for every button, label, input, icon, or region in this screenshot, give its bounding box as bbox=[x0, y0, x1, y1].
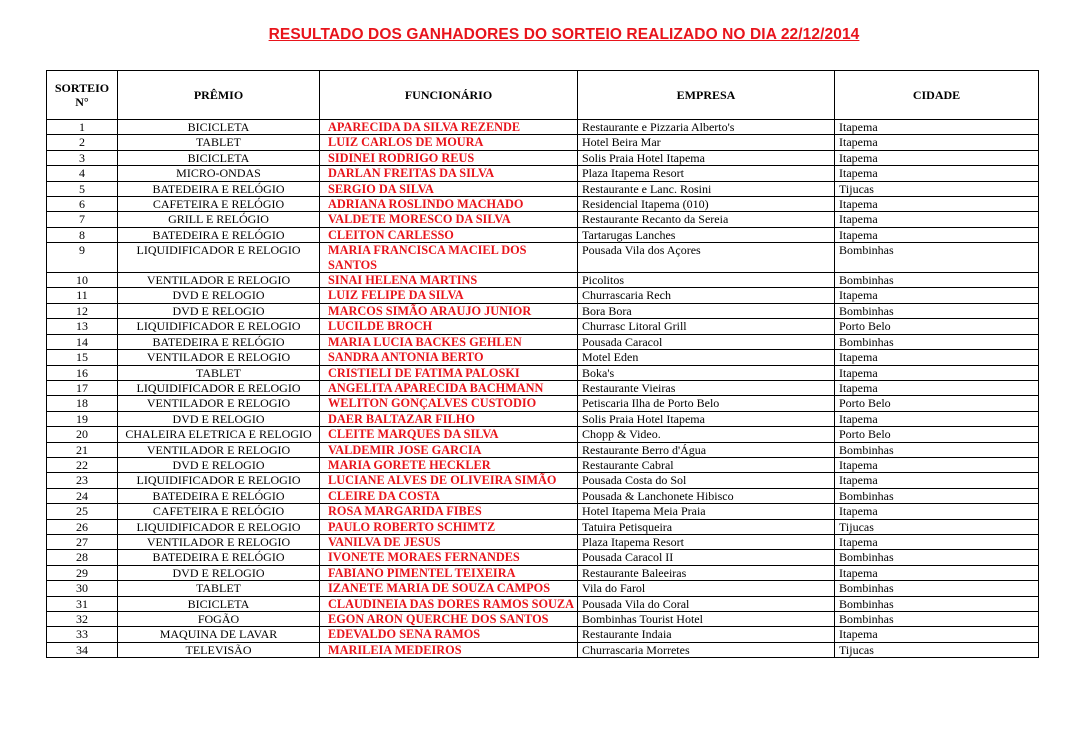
table-row bbox=[47, 380, 1039, 395]
cell-funcionario: LUCILDE BROCH bbox=[320, 319, 578, 334]
table-row bbox=[47, 550, 1039, 565]
cell-premio: VENTILADOR E RELOGIO bbox=[118, 350, 320, 365]
table-row bbox=[47, 350, 1039, 365]
cell-premio: CAFETEIRA E RELÓGIO bbox=[118, 197, 320, 212]
cell-empresa: Pousada Caracol bbox=[578, 334, 835, 349]
cell-empresa: Restaurante Baleeiras bbox=[578, 565, 835, 580]
cell-sorteio: 12 bbox=[47, 303, 118, 318]
cell-empresa: Solis Praia Hotel Itapema bbox=[578, 411, 835, 426]
cell-sorteio: 2 bbox=[47, 135, 118, 150]
cell-empresa: Pousada Costa do Sol bbox=[578, 473, 835, 488]
cell-funcionario: ANGELITA APARECIDA BACHMANN bbox=[320, 380, 578, 395]
cell-cidade: Itapema bbox=[835, 411, 1039, 426]
cell-sorteio: 17 bbox=[47, 380, 118, 395]
cell-cidade: Itapema bbox=[835, 365, 1039, 380]
cell-cidade: Bombinhas bbox=[835, 273, 1039, 288]
cell-empresa: Picolitos bbox=[578, 273, 835, 288]
cell-empresa: Hotel Beira Mar bbox=[578, 135, 835, 150]
table-row bbox=[47, 504, 1039, 519]
cell-premio: LIQUIDIFICADOR E RELOGIO bbox=[118, 519, 320, 534]
cell-cidade: Bombinhas bbox=[835, 334, 1039, 349]
cell-funcionario: VALDEMIR JOSE GARCIA bbox=[320, 442, 578, 457]
cell-empresa: Pousada Vila dos Açores bbox=[578, 243, 835, 273]
cell-funcionario: DARLAN FREITAS DA SILVA bbox=[320, 166, 578, 181]
table-row bbox=[47, 565, 1039, 580]
cell-cidade: Itapema bbox=[835, 380, 1039, 395]
cell-sorteio: 3 bbox=[47, 150, 118, 165]
cell-cidade: Itapema bbox=[835, 120, 1039, 135]
cell-cidade: Bombinhas bbox=[835, 612, 1039, 627]
cell-empresa: Plaza Itapema Resort bbox=[578, 534, 835, 549]
cell-sorteio: 1 bbox=[47, 120, 118, 135]
cell-premio: BICICLETA bbox=[118, 596, 320, 611]
cell-funcionario: LUCIANE ALVES DE OLIVEIRA SIMÃO bbox=[320, 473, 578, 488]
cell-cidade: Bombinhas bbox=[835, 596, 1039, 611]
table-row bbox=[47, 212, 1039, 227]
table-header-row bbox=[47, 71, 1039, 120]
cell-cidade: Tijucas bbox=[835, 642, 1039, 657]
table-row bbox=[47, 181, 1039, 196]
cell-sorteio: 9 bbox=[47, 243, 118, 273]
cell-premio: DVD E RELOGIO bbox=[118, 411, 320, 426]
cell-premio: VENTILADOR E RELOGIO bbox=[118, 273, 320, 288]
table-row bbox=[47, 288, 1039, 303]
cell-premio: LIQUIDIFICADOR E RELOGIO bbox=[118, 243, 320, 273]
table-row bbox=[47, 396, 1039, 411]
cell-premio: DVD E RELOGIO bbox=[118, 288, 320, 303]
cell-sorteio: 28 bbox=[47, 550, 118, 565]
cell-premio: VENTILADOR E RELOGIO bbox=[118, 534, 320, 549]
cell-premio: CAFETEIRA E RELÓGIO bbox=[118, 504, 320, 519]
cell-funcionario: MARIA LUCIA BACKES GEHLEN bbox=[320, 334, 578, 349]
cell-empresa: Restaurante Recanto da Sereia bbox=[578, 212, 835, 227]
table-row bbox=[47, 243, 1039, 273]
cell-cidade: Itapema bbox=[835, 288, 1039, 303]
cell-empresa: Restaurante Vieiras bbox=[578, 380, 835, 395]
cell-sorteio: 6 bbox=[47, 197, 118, 212]
cell-empresa: Restaurante e Lanc. Rosini bbox=[578, 181, 835, 196]
header-premio: PRÊMIO bbox=[118, 71, 320, 120]
cell-sorteio: 23 bbox=[47, 473, 118, 488]
cell-sorteio: 30 bbox=[47, 581, 118, 596]
cell-empresa: Restaurante Indaia bbox=[578, 627, 835, 642]
cell-cidade: Itapema bbox=[835, 457, 1039, 472]
cell-premio: MICRO-ONDAS bbox=[118, 166, 320, 181]
cell-sorteio: 29 bbox=[47, 565, 118, 580]
cell-sorteio: 10 bbox=[47, 273, 118, 288]
cell-premio: DVD E RELOGIO bbox=[118, 457, 320, 472]
cell-sorteio: 24 bbox=[47, 488, 118, 503]
cell-sorteio: 19 bbox=[47, 411, 118, 426]
cell-premio: BICICLETA bbox=[118, 120, 320, 135]
table-row bbox=[47, 273, 1039, 288]
cell-cidade: Bombinhas bbox=[835, 442, 1039, 457]
cell-empresa: Churrascaria Rech bbox=[578, 288, 835, 303]
cell-sorteio: 13 bbox=[47, 319, 118, 334]
cell-funcionario: DAER BALTAZAR FILHO bbox=[320, 411, 578, 426]
cell-cidade: Bombinhas bbox=[835, 243, 1039, 273]
cell-funcionario: MARCOS SIMÃO ARAUJO JUNIOR bbox=[320, 303, 578, 318]
cell-cidade: Itapema bbox=[835, 197, 1039, 212]
cell-sorteio: 16 bbox=[47, 365, 118, 380]
cell-sorteio: 15 bbox=[47, 350, 118, 365]
table-row bbox=[47, 488, 1039, 503]
table-row bbox=[47, 120, 1039, 135]
cell-empresa: Restaurante Cabral bbox=[578, 457, 835, 472]
header-sorteio: SORTEIO N° bbox=[47, 71, 118, 120]
cell-premio: BATEDEIRA E RELÓGIO bbox=[118, 550, 320, 565]
header-empresa: EMPRESA bbox=[578, 71, 835, 120]
cell-premio: DVD E RELOGIO bbox=[118, 303, 320, 318]
cell-premio: LIQUIDIFICADOR E RELOGIO bbox=[118, 319, 320, 334]
cell-premio: MAQUINA DE LAVAR bbox=[118, 627, 320, 642]
cell-premio: TABLET bbox=[118, 365, 320, 380]
table-row bbox=[47, 627, 1039, 642]
cell-cidade: Bombinhas bbox=[835, 550, 1039, 565]
cell-funcionario: LUIZ CARLOS DE MOURA bbox=[320, 135, 578, 150]
cell-cidade: Porto Belo bbox=[835, 319, 1039, 334]
table-row bbox=[47, 642, 1039, 657]
table-row bbox=[47, 534, 1039, 549]
table-row bbox=[47, 411, 1039, 426]
cell-cidade: Tijucas bbox=[835, 519, 1039, 534]
cell-premio: TABLET bbox=[118, 135, 320, 150]
cell-sorteio: 25 bbox=[47, 504, 118, 519]
cell-empresa: Plaza Itapema Resort bbox=[578, 166, 835, 181]
cell-sorteio: 20 bbox=[47, 427, 118, 442]
cell-funcionario: CLEITE MARQUES DA SILVA bbox=[320, 427, 578, 442]
cell-cidade: Itapema bbox=[835, 627, 1039, 642]
cell-cidade: Itapema bbox=[835, 135, 1039, 150]
cell-sorteio: 32 bbox=[47, 612, 118, 627]
cell-funcionario: LUIZ FELIPE DA SILVA bbox=[320, 288, 578, 303]
cell-premio: DVD E RELOGIO bbox=[118, 565, 320, 580]
cell-empresa: Boka's bbox=[578, 365, 835, 380]
cell-cidade: Itapema bbox=[835, 166, 1039, 181]
winners-table bbox=[46, 70, 1039, 658]
cell-funcionario: CLEIRE DA COSTA bbox=[320, 488, 578, 503]
cell-funcionario: WELITON GONÇALVES CUSTODIO bbox=[320, 396, 578, 411]
cell-sorteio: 14 bbox=[47, 334, 118, 349]
cell-empresa: Bora Bora bbox=[578, 303, 835, 318]
cell-cidade: Porto Belo bbox=[835, 427, 1039, 442]
cell-empresa: Petiscaria Ilha de Porto Belo bbox=[578, 396, 835, 411]
cell-premio: VENTILADOR E RELOGIO bbox=[118, 396, 320, 411]
cell-funcionario: EGON ARON QUERCHE DOS SANTOS bbox=[320, 612, 578, 627]
cell-sorteio: 7 bbox=[47, 212, 118, 227]
cell-funcionario: MARIA FRANCISCA MACIEL DOS SANTOS bbox=[320, 243, 578, 273]
cell-sorteio: 21 bbox=[47, 442, 118, 457]
cell-funcionario: MARILEIA MEDEIROS bbox=[320, 642, 578, 657]
cell-empresa: Churrascaria Morretes bbox=[578, 642, 835, 657]
cell-funcionario: VANILVA DE JESUS bbox=[320, 534, 578, 549]
cell-empresa: Hotel Itapema Meia Praia bbox=[578, 504, 835, 519]
cell-cidade: Itapema bbox=[835, 534, 1039, 549]
cell-empresa: Tartarugas Lanches bbox=[578, 227, 835, 242]
cell-cidade: Itapema bbox=[835, 350, 1039, 365]
cell-sorteio: 31 bbox=[47, 596, 118, 611]
page-title: RESULTADO DOS GANHADORES DO SORTEIO REALIZADO NO DIA 22/12/2014 bbox=[268, 26, 860, 43]
cell-sorteio: 34 bbox=[47, 642, 118, 657]
cell-sorteio: 11 bbox=[47, 288, 118, 303]
cell-premio: FOGÃO bbox=[118, 612, 320, 627]
table-row bbox=[47, 612, 1039, 627]
cell-empresa: Restaurante e Pizzaria Alberto's bbox=[578, 120, 835, 135]
cell-cidade: Porto Belo bbox=[835, 396, 1039, 411]
cell-premio: VENTILADOR E RELOGIO bbox=[118, 442, 320, 457]
table-row bbox=[47, 319, 1039, 334]
cell-funcionario: APARECIDA DA SILVA REZENDE bbox=[320, 120, 578, 135]
table-row bbox=[47, 365, 1039, 380]
cell-funcionario: VALDETE MORESCO DA SILVA bbox=[320, 212, 578, 227]
cell-sorteio: 27 bbox=[47, 534, 118, 549]
cell-empresa: Vila do Farol bbox=[578, 581, 835, 596]
table-row bbox=[47, 197, 1039, 212]
cell-premio: CHALEIRA ELETRICA E RELOGIO bbox=[118, 427, 320, 442]
header-cidade: CIDADE bbox=[835, 71, 1039, 120]
cell-cidade: Itapema bbox=[835, 212, 1039, 227]
cell-cidade: Itapema bbox=[835, 565, 1039, 580]
cell-premio: BATEDEIRA E RELÓGIO bbox=[118, 181, 320, 196]
cell-empresa: Pousada Vila do Coral bbox=[578, 596, 835, 611]
table-row bbox=[47, 334, 1039, 349]
cell-funcionario: ADRIANA ROSLINDO MACHADO bbox=[320, 197, 578, 212]
cell-premio: TELEVISÃO bbox=[118, 642, 320, 657]
cell-empresa: Chopp & Video. bbox=[578, 427, 835, 442]
cell-empresa: Residencial Itapema (010) bbox=[578, 197, 835, 212]
cell-funcionario: SERGIO DA SILVA bbox=[320, 181, 578, 196]
cell-funcionario: CLAUDINEIA DAS DORES RAMOS SOUZA bbox=[320, 596, 578, 611]
table-row bbox=[47, 442, 1039, 457]
cell-sorteio: 22 bbox=[47, 457, 118, 472]
cell-premio: BICICLETA bbox=[118, 150, 320, 165]
table-row bbox=[47, 457, 1039, 472]
cell-funcionario: SIDINEI RODRIGO REUS bbox=[320, 150, 578, 165]
cell-empresa: Pousada & Lanchonete Hibisco bbox=[578, 488, 835, 503]
table-row bbox=[47, 519, 1039, 534]
cell-premio: GRILL E RELÓGIO bbox=[118, 212, 320, 227]
cell-empresa: Bombinhas Tourist Hotel bbox=[578, 612, 835, 627]
cell-empresa: Tatuira Petisqueira bbox=[578, 519, 835, 534]
cell-empresa: Pousada Caracol II bbox=[578, 550, 835, 565]
cell-cidade: Tijucas bbox=[835, 181, 1039, 196]
table-row bbox=[47, 473, 1039, 488]
cell-premio: LIQUIDIFICADOR E RELOGIO bbox=[118, 380, 320, 395]
cell-cidade: Bombinhas bbox=[835, 488, 1039, 503]
table-row bbox=[47, 150, 1039, 165]
cell-funcionario: MARIA GORETE HECKLER bbox=[320, 457, 578, 472]
table-row bbox=[47, 166, 1039, 181]
cell-sorteio: 18 bbox=[47, 396, 118, 411]
cell-sorteio: 4 bbox=[47, 166, 118, 181]
cell-cidade: Itapema bbox=[835, 227, 1039, 242]
cell-empresa: Motel Eden bbox=[578, 350, 835, 365]
cell-premio: BATEDEIRA E RELÓGIO bbox=[118, 334, 320, 349]
cell-premio: LIQUIDIFICADOR E RELOGIO bbox=[118, 473, 320, 488]
table-row bbox=[47, 596, 1039, 611]
table-row bbox=[47, 303, 1039, 318]
cell-empresa: Restaurante Berro d'Água bbox=[578, 442, 835, 457]
table-row bbox=[47, 227, 1039, 242]
cell-cidade: Itapema bbox=[835, 473, 1039, 488]
cell-cidade: Bombinhas bbox=[835, 581, 1039, 596]
cell-empresa: Churrasc Litoral Grill bbox=[578, 319, 835, 334]
cell-premio: BATEDEIRA E RELÓGIO bbox=[118, 488, 320, 503]
cell-funcionario: IVONETE MORAES FERNANDES bbox=[320, 550, 578, 565]
cell-funcionario: CRISTIELI DE FATIMA PALOSKI bbox=[320, 365, 578, 380]
cell-funcionario: CLEITON CARLESSO bbox=[320, 227, 578, 242]
cell-cidade: Bombinhas bbox=[835, 303, 1039, 318]
cell-sorteio: 33 bbox=[47, 627, 118, 642]
cell-funcionario: SINAI HELENA MARTINS bbox=[320, 273, 578, 288]
cell-premio: BATEDEIRA E RELÓGIO bbox=[118, 227, 320, 242]
cell-sorteio: 26 bbox=[47, 519, 118, 534]
cell-empresa: Solis Praia Hotel Itapema bbox=[578, 150, 835, 165]
cell-funcionario: FABIANO PIMENTEL TEIXEIRA bbox=[320, 565, 578, 580]
cell-cidade: Itapema bbox=[835, 150, 1039, 165]
table-row bbox=[47, 135, 1039, 150]
cell-premio: TABLET bbox=[118, 581, 320, 596]
cell-funcionario: EDEVALDO SENA RAMOS bbox=[320, 627, 578, 642]
cell-funcionario: ROSA MARGARIDA FIBES bbox=[320, 504, 578, 519]
cell-funcionario: SANDRA ANTONIA BERTO bbox=[320, 350, 578, 365]
cell-cidade: Itapema bbox=[835, 504, 1039, 519]
cell-funcionario: PAULO ROBERTO SCHIMTZ bbox=[320, 519, 578, 534]
cell-sorteio: 5 bbox=[47, 181, 118, 196]
header-funcionario: FUNCIONÁRIO bbox=[320, 71, 578, 120]
table-row bbox=[47, 427, 1039, 442]
table-row bbox=[47, 581, 1039, 596]
cell-funcionario: IZANETE MARIA DE SOUZA CAMPOS bbox=[320, 581, 578, 596]
cell-sorteio: 8 bbox=[47, 227, 118, 242]
